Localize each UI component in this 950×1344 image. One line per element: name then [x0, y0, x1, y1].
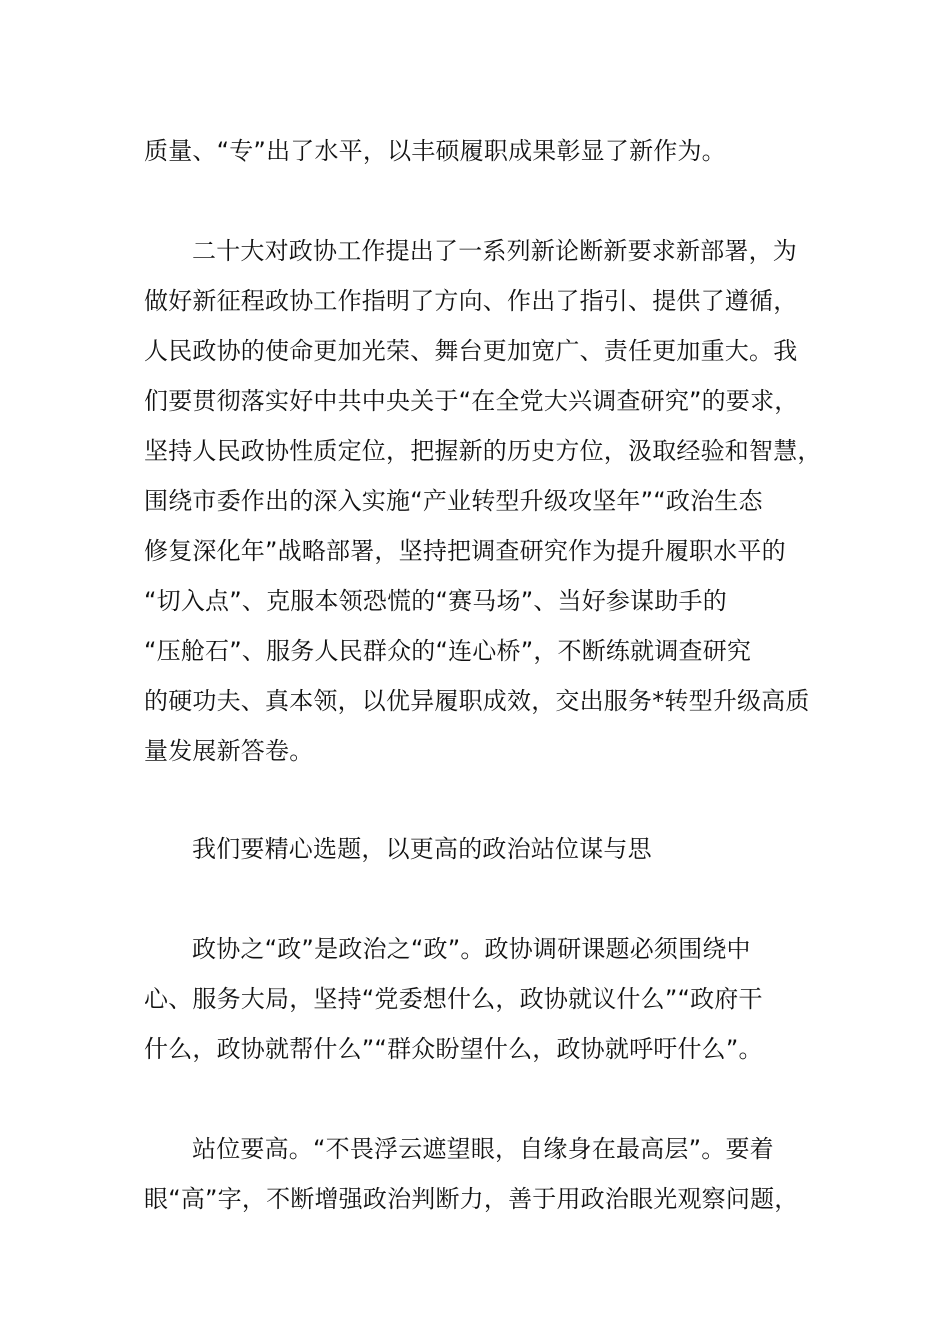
paragraph-2-line-3: 人民政协的使命更加光荣、舞台更加宽广、责任更加重大。我	[144, 337, 798, 365]
paragraph-4-line-1: 政协之“政”是政治之“政”。政协调研课题必须围绕中	[192, 935, 751, 963]
paragraph-2-line-9: “压舱石”、服务人民群众的“连心桥”，不断练就调查研究	[144, 637, 752, 665]
paragraph-4-line-3: 什么，政协就帮什么”“群众盼望什么，政协就呼吁什么”。	[144, 1035, 763, 1063]
paragraph-5-line-2: 眼“高”字，不断增强政治判断力，善于用政治眼光观察问题，	[144, 1185, 799, 1213]
paragraph-2-line-4: 们要贯彻落实好中共中央关于“在全党大兴调查研究”的要求，	[144, 387, 799, 415]
paragraph-1-line-1: 质量、“专”出了水平，以丰硕履职成果彰显了新作为。	[144, 137, 726, 165]
paragraph-2-line-2: 做好新征程政协工作指明了方向、作出了指引、提供了遵循，	[144, 287, 798, 315]
paragraph-4-line-2: 心、服务大局，坚持“党委想什么，政协就议什么”“政府干	[144, 985, 763, 1013]
paragraph-2-line-1: 二十大对政协工作提出了一系列新论断新要求新部署，为	[192, 237, 797, 265]
paragraph-2-line-8: “切入点”、克服本领恐慌的“赛马场”、当好参谋助手的	[144, 587, 727, 615]
paragraph-2-line-7: 修复深化年”战略部署，坚持把调查研究作为提升履职水平的	[144, 537, 786, 565]
paragraph-2-line-10: 的硬功夫、真本领，以优异履职成效，交出服务*转型升级高质	[144, 687, 810, 715]
paragraph-2-line-6: 围绕市委作出的深入实施“产业转型升级攻坚年”“政治生态	[144, 487, 763, 515]
section-heading: 我们要精心选题，以更高的政治站位谋与思	[192, 835, 652, 863]
paragraph-5-line-1: 站位要高。“不畏浮云遮望眼，自缘身在最高层”。要着	[192, 1135, 774, 1163]
paragraph-2-line-11: 量发展新答卷。	[144, 737, 314, 765]
paragraph-2-line-5: 坚持人民政协性质定位，把握新的历史方位，汲取经验和智慧，	[144, 437, 822, 465]
